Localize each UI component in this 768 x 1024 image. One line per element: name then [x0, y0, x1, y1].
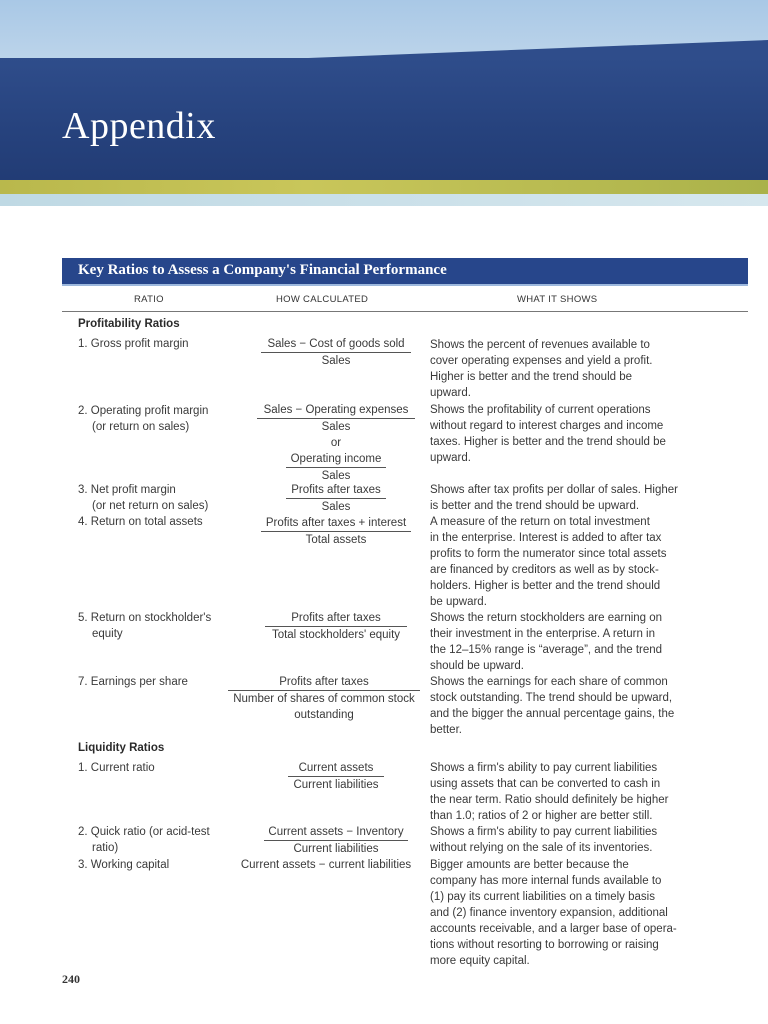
ratio-name-line: 1. Current ratio	[78, 762, 155, 774]
denominator: Current liabilities	[293, 779, 379, 791]
shows-line: than 1.0; ratios of 2 or higher are better still.	[430, 810, 653, 822]
denominator: Sales	[321, 501, 351, 513]
shows-line: be upward.	[430, 596, 487, 608]
shows-line: using assets that can be converted to cash in	[430, 778, 661, 790]
shows-line: their investment in the enterprise. A return in	[430, 628, 656, 640]
ratio-name-line: 7. Earnings per share	[78, 676, 188, 688]
numerator: Current assets − Inventory	[268, 826, 404, 838]
calc-return-on-equity	[236, 610, 436, 643]
shows-line: taxes. Higher is better and the trend should be	[430, 436, 666, 448]
numerator-alt: Operating income	[290, 453, 382, 465]
denominator-alt: Sales	[321, 470, 351, 482]
shows-line: and the bigger the annual percentage gains, the	[430, 708, 675, 720]
calc-operating-profit-margin	[228, 402, 444, 484]
ratio-name-return-on-total-assets	[78, 514, 226, 530]
ratio-name-line: 1. Gross profit margin	[78, 338, 189, 350]
shows-line: company has more internal funds available to	[430, 875, 662, 887]
page-number: 240	[62, 972, 80, 986]
numerator: Profits after taxes	[291, 484, 381, 496]
or-separator: or	[330, 437, 342, 449]
ratio-name-operating-profit-margin	[78, 403, 226, 435]
numerator: Current assets	[298, 762, 374, 774]
numerator: Profits after taxes	[279, 676, 369, 688]
calc-net-profit-margin	[236, 482, 436, 515]
shows-line: more equity capital.	[430, 955, 530, 967]
formula: Current assets − current liabilities	[240, 859, 412, 871]
shows-quick-ratio	[430, 824, 690, 856]
ratio-name-subline: (or net return on sales)	[92, 500, 209, 512]
ratio-name-line: 2. Operating profit margin	[78, 405, 209, 417]
shows-line: cover operating expenses and yield a profit.	[430, 355, 653, 367]
numerator: Profits after taxes	[291, 612, 381, 624]
column-header-how-calculated: HOW CALCULATED	[276, 294, 369, 305]
shows-line: without relying on the sale of its inventories.	[430, 842, 653, 854]
shows-gross-profit-margin	[430, 337, 690, 401]
shows-line: upward.	[430, 387, 471, 399]
shows-line: (1) pay its current liabilities on a timely basis	[430, 891, 655, 903]
ratio-name-return-on-equity	[78, 610, 226, 642]
ratio-name-working-capital	[78, 857, 226, 873]
calc-quick-ratio	[236, 824, 436, 857]
ratio-name-quick-ratio	[78, 824, 226, 856]
shows-current-ratio	[430, 760, 690, 824]
ratio-name-earnings-per-share	[78, 674, 226, 690]
banner-stripe	[0, 180, 768, 194]
shows-line: the 12–15% range is “average”, and the trend	[430, 644, 663, 656]
shows-return-on-total-assets	[430, 514, 690, 610]
shows-line: holders. Higher is better and the trend should	[430, 580, 661, 592]
numerator: Sales − Operating expenses	[263, 404, 409, 416]
shows-net-profit-margin	[430, 482, 690, 514]
calc-working-capital	[228, 857, 424, 873]
shows-line: A measure of the return on total investment	[430, 516, 650, 528]
numerator: Profits after taxes + interest	[265, 517, 407, 529]
shows-line: and (2) finance inventory expansion, additional	[430, 907, 668, 919]
ratio-name-line: 2. Quick ratio (or acid-test	[78, 826, 210, 838]
shows-return-on-equity	[430, 610, 690, 674]
calc-current-ratio	[236, 760, 436, 793]
group-title-profitability: Profitability Ratios	[78, 318, 180, 330]
shows-line: without regard to interest charges and income	[430, 420, 664, 432]
ratio-name-current-ratio	[78, 760, 226, 776]
shows-line: Higher is better and the trend should be	[430, 371, 633, 383]
shows-line: Shows a firm's ability to pay current liabilities	[430, 826, 658, 838]
ratio-name-subline: ratio)	[92, 842, 119, 854]
ratio-name-subline: equity	[92, 628, 123, 640]
shows-working-capital	[430, 857, 690, 969]
ratio-name-gross-profit-margin	[78, 336, 226, 352]
shows-line: upward.	[430, 452, 471, 464]
shows-line: Shows the profitability of current operations	[430, 404, 651, 416]
shows-line: are financed by creditors as well as by stock-	[430, 564, 659, 576]
denominator: Sales	[321, 421, 351, 433]
section-title: Key Ratios to Assess a Company's Financial Performance	[78, 262, 447, 278]
ratio-name-net-profit-margin	[78, 482, 226, 514]
section-header	[62, 258, 748, 286]
calc-gross-profit-margin	[236, 336, 436, 369]
shows-line: Shows a firm's ability to pay current liabilities	[430, 762, 658, 774]
shows-line: Bigger amounts are better because the	[430, 859, 629, 871]
shows-line: Shows the return stockholders are earning on	[430, 612, 663, 624]
shows-line: is better and the trend should be upward.	[430, 500, 640, 512]
shows-operating-profit-margin	[430, 402, 690, 466]
header-rule	[62, 311, 748, 312]
shows-line: the near term. Ratio should definitely be higher	[430, 794, 669, 806]
denominator-continued: outstanding	[294, 709, 354, 721]
shows-line: profits to form the numerator since total assets	[430, 548, 667, 560]
ratio-name-line: 3. Net profit margin	[78, 484, 176, 496]
calc-earnings-per-share	[226, 674, 422, 723]
ratio-name-line: 4. Return on total assets	[78, 516, 203, 528]
column-header-ratio: RATIO	[134, 294, 164, 305]
denominator: Total assets	[305, 534, 367, 546]
shows-line: tions without resorting to borrowing or raising	[430, 939, 659, 951]
shows-line: Shows the earnings for each share of common	[430, 676, 668, 688]
page-title: Appendix	[62, 105, 216, 147]
shows-line: better.	[430, 724, 462, 736]
shows-line: accounts receivable, and a larger base of opera-	[430, 923, 677, 935]
shows-line: stock outstanding. The trend should be upward,	[430, 692, 673, 704]
shows-line: Shows the percent of revenues available to	[430, 339, 650, 351]
denominator: Current liabilities	[293, 843, 379, 855]
calc-return-on-total-assets	[232, 515, 440, 548]
denominator: Number of shares of common stock	[233, 693, 415, 705]
numerator: Sales − Cost of goods sold	[267, 338, 405, 350]
column-header-what-it-shows: WHAT IT SHOWS	[517, 294, 598, 305]
group-title-liquidity: Liquidity Ratios	[78, 742, 165, 754]
denominator: Sales	[321, 355, 351, 367]
denominator: Total stockholders' equity	[271, 629, 401, 641]
shows-line: Shows after tax profits per dollar of sales. Higher	[430, 484, 679, 496]
shows-earnings-per-share	[430, 674, 690, 738]
ratio-name-line: 3. Working capital	[78, 859, 170, 871]
shows-line: should be upward.	[430, 660, 524, 672]
banner-stripe-light	[0, 194, 768, 206]
ratio-name-subline: (or return on sales)	[92, 421, 190, 433]
shows-line: in the enterprise. Interest is added to after tax	[430, 532, 662, 544]
ratio-name-line: 5. Return on stockholder's	[78, 612, 212, 624]
